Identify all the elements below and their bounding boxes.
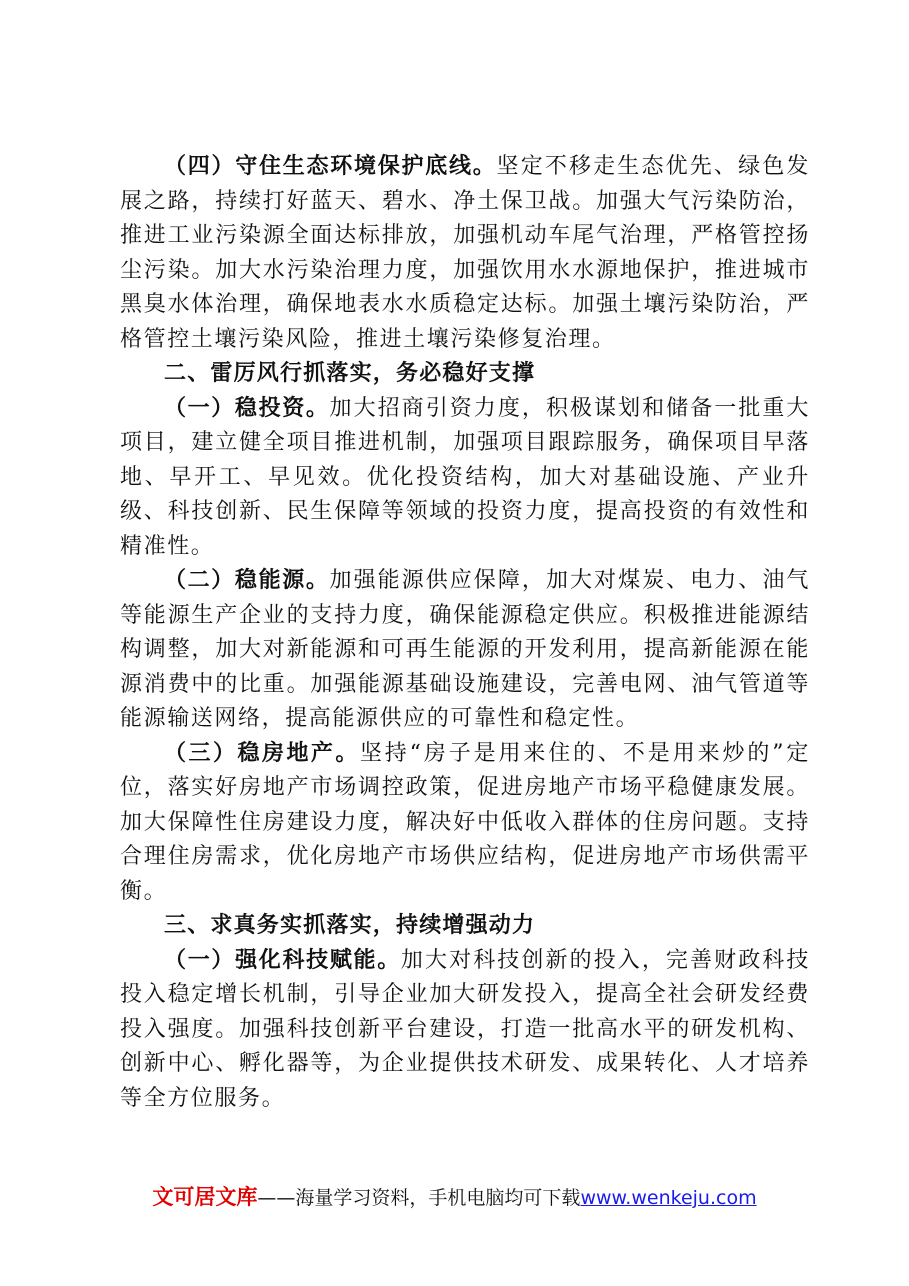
footer-link[interactable]: www.wenkeju.com bbox=[580, 1187, 757, 1209]
paragraph-lead: （一）稳投资。 bbox=[164, 395, 330, 421]
section-heading-3: 三、求真务实抓落实，持续增强动力 bbox=[164, 913, 536, 938]
paragraph-energy bbox=[120, 564, 810, 737]
paragraph-text: 加强能源供应保障，加大对煤炭、电力、油气等能源生产企业的支持力度，确保能源稳定供应。积极推进能源结构调整，加大对新能源和可再生能源的开发利用，提高新能源在能源消费中的比重。加强能源基础设施建设，完善电网、油气管道等能源输送网络，提高能源供应的可靠性和稳定性。 bbox=[120, 568, 810, 731]
paragraph-lead: （二）稳能源。 bbox=[164, 568, 330, 593]
paragraph-lead: （一）强化科技赋能。 bbox=[164, 947, 401, 973]
paragraph-text: 加大招商引资力度，积极谋划和储备一批重大项目，建立健全项目推进机制，加强项目跟踪服务，确保项目早落地、早开工、早见效。优化投资结构，加大对基础设施、产业升级、科技创新、民生保障等领域的投资力度，提高投资的有效性和精准性。 bbox=[120, 395, 810, 559]
paragraph-text: 加大对科技创新的投入，完善财政科技投入稳定增长机制，引导企业加大研发投入，提高全社会研发经费投入强度。加强科技创新平台建设，打造一批高水平的研发机构、创新中心、孵化器等，为企业提供技术研发、成果转化、人才培养等全方位服务。 bbox=[120, 947, 810, 1111]
paragraph-lead: （四）守住生态环境保护底线。 bbox=[164, 154, 497, 179]
paragraph-lead: （三）稳房地产。 bbox=[164, 740, 360, 766]
footer-slogan: ——海量学习资料，手机电脑均可下载 bbox=[257, 1187, 581, 1209]
section-heading-2: 二、雷厉风行抓落实，务必稳好支撑 bbox=[164, 361, 536, 386]
paragraph-real-estate bbox=[120, 737, 810, 910]
footer-brand: 文可居文库 bbox=[152, 1185, 258, 1209]
paragraph-text: 坚定不移走生态优先、绿色发展之路，持续打好蓝天、碧水、净土保卫战。加强大气污染防治，推进工业污染源全面达标排放，加强机动车尾气治理，严格管控扬尘污染。加大水污染治理力度，加强饮用水水源地保护，推进城市黑臭水体治理，确保地表水水质稳定达标。加强土壤污染防治，严格管控土壤污染风险，推进土壤污染修复治理。 bbox=[120, 154, 810, 352]
page-footer bbox=[0, 1181, 909, 1211]
document-body bbox=[120, 150, 810, 1116]
paragraph-technology bbox=[120, 944, 810, 1117]
paragraph-ecology bbox=[120, 150, 810, 357]
paragraph-investment bbox=[120, 392, 810, 565]
paragraph-text: 坚持“房子是用来住的、不是用来炒的”定位，落实好房地产市场调控政策，促进房地产市场平稳健康发展。加大保障性住房建设力度，解决好中低收入群体的住房问题。支持合理住房需求，优化房地产市场供应结构，促进房地产市场供需平衡。 bbox=[120, 740, 810, 904]
